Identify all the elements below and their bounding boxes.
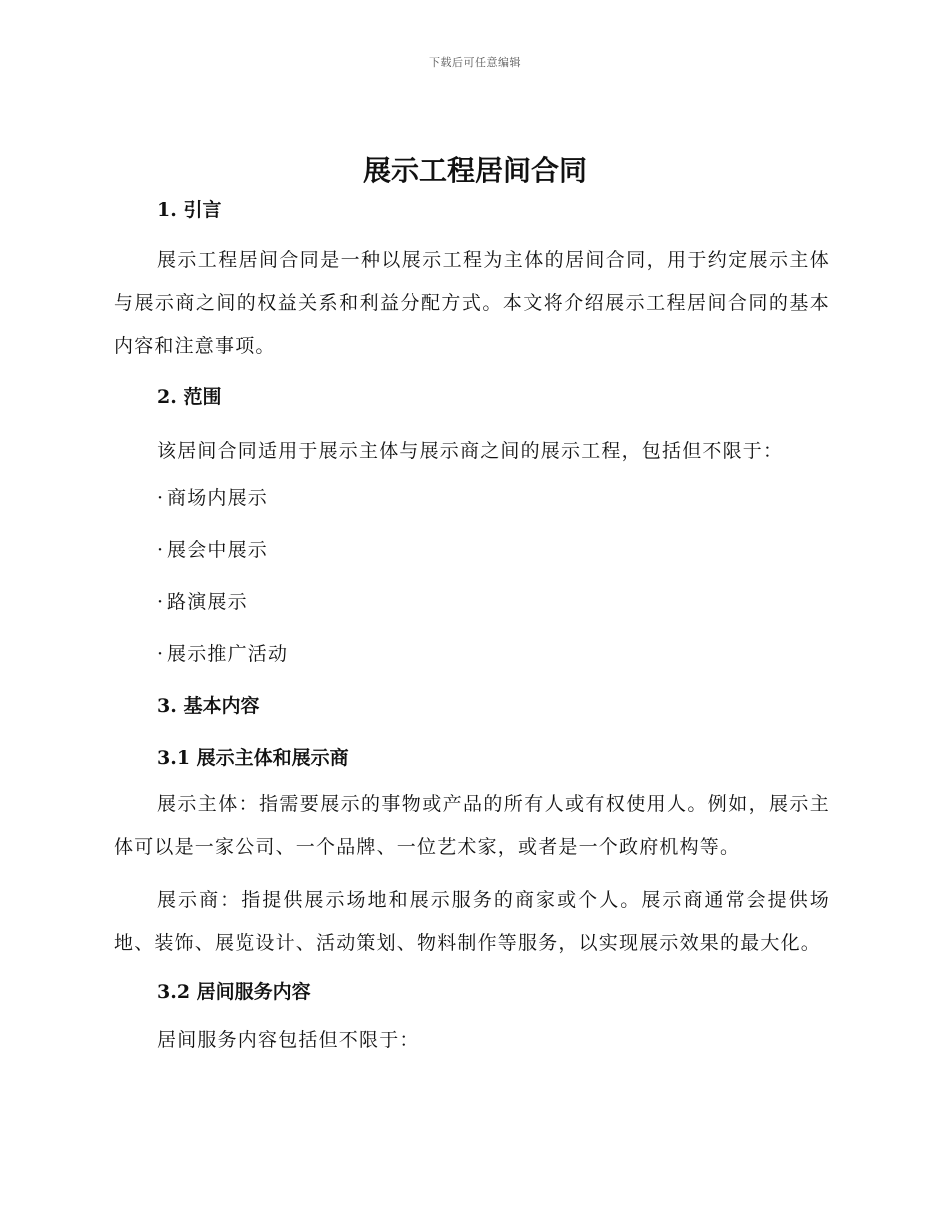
exhibitor-paragraph: 展示商：指提供展示场地和展示服务的商家或个人。展示商通常会提供场地、装饰、展览设计、活动策划、物料制作等服务，以实现展示效果的最大化。: [114, 889, 830, 954]
subsection-heading-brokerage-services: 3.2 居间服务内容: [157, 981, 311, 1003]
list-item: [157, 587, 830, 617]
section-heading-basic-content: 3. 基本内容: [157, 695, 260, 717]
brokerage-services-paragraph: 居间服务内容包括但不限于：: [157, 1029, 420, 1051]
bullet-dot: ·: [157, 539, 165, 561]
list-item-text: 展示推广活动: [167, 643, 289, 665]
bullet-dot: ·: [157, 487, 165, 509]
header-note: 下载后可任意编辑: [429, 56, 521, 69]
document-body: [114, 195, 830, 1062]
list-item: [157, 535, 830, 565]
list-item-text: 商场内展示: [167, 487, 269, 509]
list-item-text: 路演展示: [167, 591, 248, 613]
list-item-text: 展会中展示: [167, 539, 269, 561]
list-item: [157, 639, 830, 669]
scope-paragraph: 该居间合同适用于展示主体与展示商之间的展示工程，包括但不限于：: [157, 440, 784, 462]
section-heading-introduction: 1. 引言: [157, 199, 222, 221]
bullet-dot: ·: [157, 591, 165, 613]
document-title: 展示工程居间合同: [362, 154, 587, 187]
introduction-paragraph: 展示工程居间合同是一种以展示工程为主体的居间合同，用于约定展示主体与展示商之间的权益关系和利益分配方式。本文将介绍展示工程居间合同的基本内容和注意事项。: [114, 249, 830, 357]
section-heading-scope: 2. 范围: [157, 386, 222, 408]
bullet-dot: ·: [157, 643, 165, 665]
list-item: [157, 483, 830, 513]
subsection-heading-parties: 3.1 展示主体和展示商: [157, 747, 349, 769]
display-subject-paragraph: 展示主体：指需要展示的事物或产品的所有人或有权使用人。例如，展示主体可以是一家公司、一个品牌、一位艺术家，或者是一个政府机构等。: [114, 793, 830, 858]
